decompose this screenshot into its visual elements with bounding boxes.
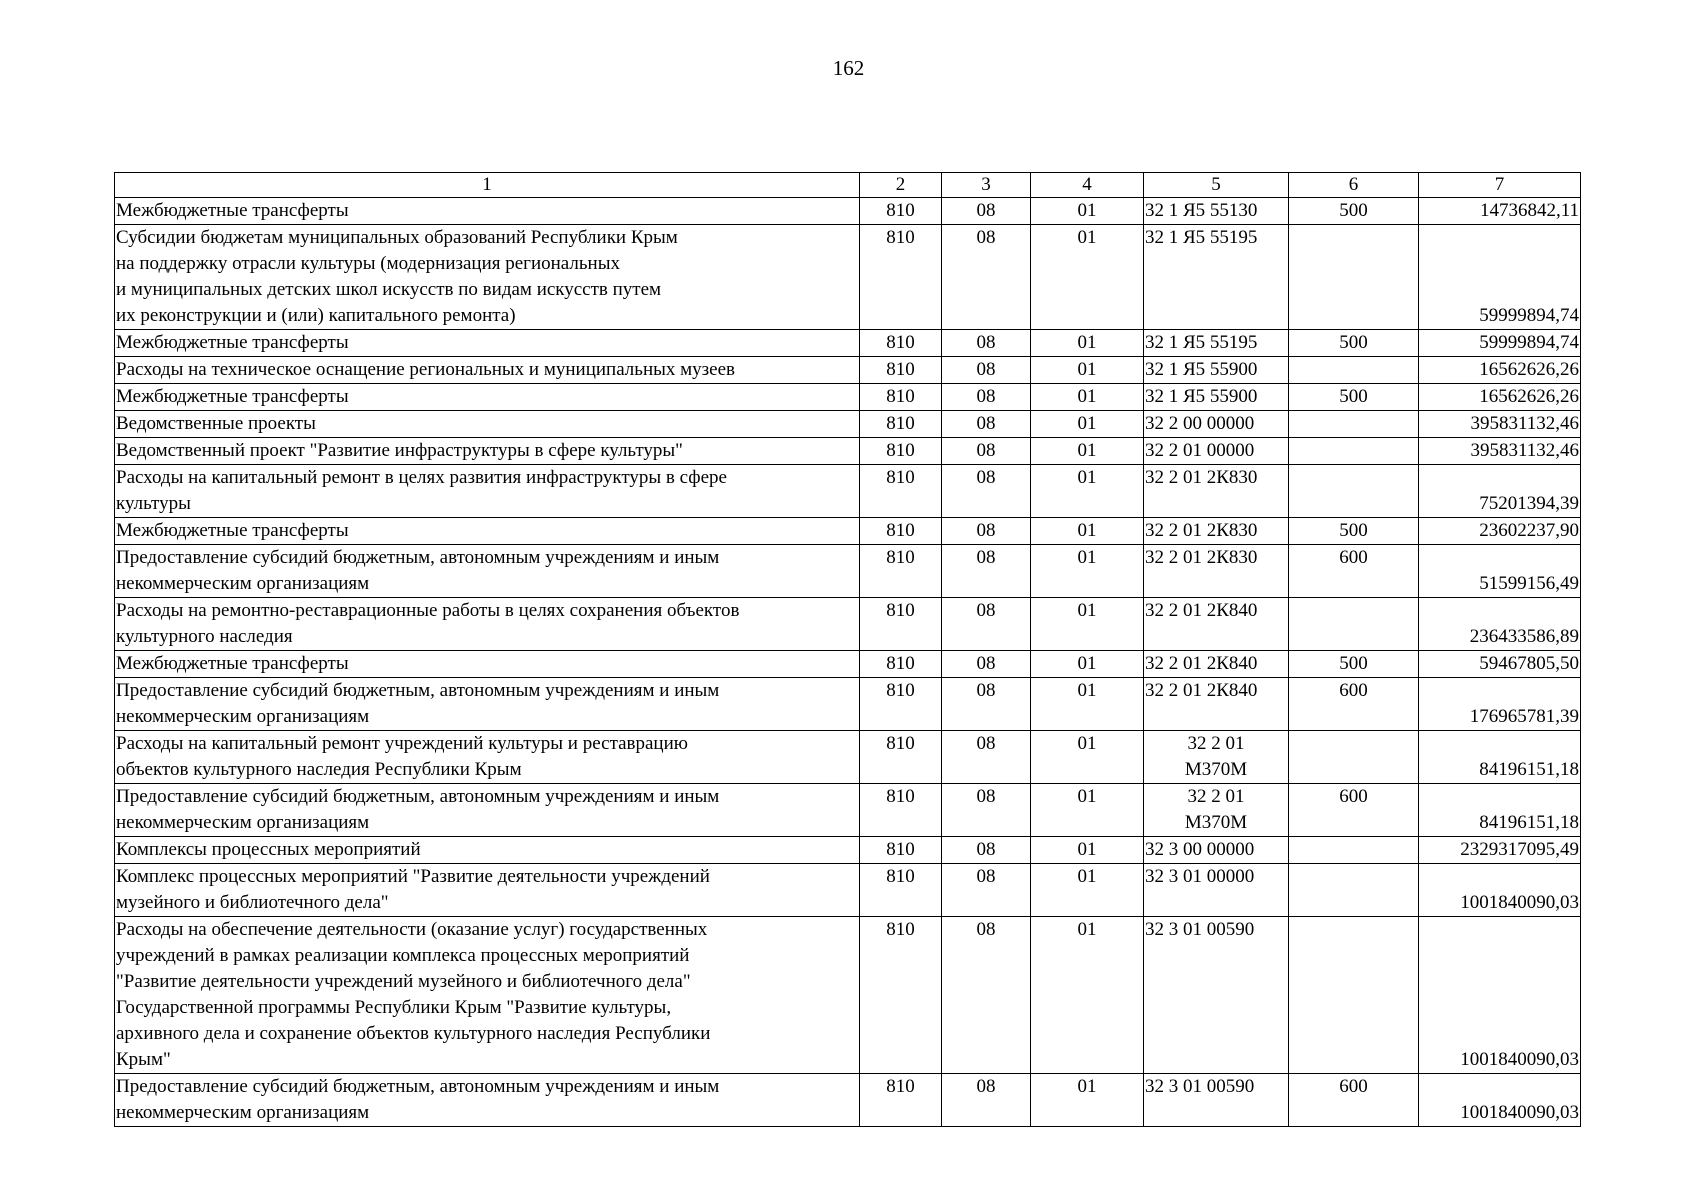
item-name-line: учреждений в рамках реализации комплекса процессных мероприятий: [116, 945, 690, 966]
target-article-line: 32 3 01 00000: [1145, 866, 1255, 887]
table-row: [115, 330, 1581, 357]
item-name-line: Ведомственные проекты: [116, 413, 316, 434]
code-cell-c2: 810: [860, 784, 942, 837]
code-cell-c2: 810: [860, 465, 942, 518]
target-article-line: 32 2 01 2К830: [1145, 547, 1258, 568]
code-cell-c2: 810: [860, 384, 942, 411]
code-cell-c2: 810: [860, 731, 942, 784]
code-cell-c3: 08: [942, 384, 1031, 411]
item-name-cell: [115, 731, 860, 784]
item-name-line: Комплекс процессных мероприятий "Развитие деятельности учреждений: [116, 866, 710, 887]
item-name-line: Расходы на капитальный ремонт учреждений культуры и реставрацию: [116, 733, 688, 754]
target-article-line: 32 2 00 00000: [1145, 413, 1255, 434]
code-cell-c3: 08: [942, 651, 1031, 678]
item-name-line: объектов культурного наследия Республики Крым: [116, 759, 522, 780]
expense-type-cell: [1289, 837, 1419, 864]
amount-cell: 1001840090,03: [1419, 1074, 1581, 1127]
expense-type-cell: 600: [1289, 545, 1419, 598]
target-article-cell: [1144, 438, 1289, 465]
code-cell-c2: 810: [860, 438, 942, 465]
expense-type-cell: 600: [1289, 784, 1419, 837]
expense-type-cell: 500: [1289, 651, 1419, 678]
target-article-line: 32 3 01 00590: [1145, 1076, 1255, 1097]
table-row: [115, 518, 1581, 545]
code-cell-c3: 08: [942, 598, 1031, 651]
table-row: [115, 545, 1581, 598]
code-cell-c2: 810: [860, 864, 942, 917]
code-cell-c2: 810: [860, 917, 942, 1074]
expense-type-cell: [1289, 864, 1419, 917]
page-number: 162: [832, 56, 865, 80]
code-cell-c2: 810: [860, 198, 942, 225]
amount-cell: 23602237,90: [1419, 518, 1581, 545]
item-name-line: Межбюджетные трансферты: [116, 332, 349, 353]
item-name-line: Межбюджетные трансферты: [116, 200, 349, 221]
item-name-cell: [115, 837, 860, 864]
item-name-line: Предоставление субсидий бюджетным, автономным учреждениям и иным: [116, 786, 720, 807]
amount-cell: 75201394,39: [1419, 465, 1581, 518]
expense-type-cell: 600: [1289, 1074, 1419, 1127]
code-cell-c4: 01: [1031, 651, 1144, 678]
expense-type-cell: [1289, 731, 1419, 784]
target-article-line: 32 1 Я5 55195: [1145, 227, 1258, 248]
target-article-line: 32 1 Я5 55130: [1145, 200, 1258, 221]
target-article-cell: [1144, 784, 1289, 837]
item-name-cell: [115, 330, 860, 357]
target-article-cell: [1144, 357, 1289, 384]
amount-cell: 59999894,74: [1419, 330, 1581, 357]
column-header-7: 7: [1419, 173, 1581, 198]
table-row: [115, 357, 1581, 384]
amount-cell: 1001840090,03: [1419, 917, 1581, 1074]
expense-type-cell: 500: [1289, 198, 1419, 225]
code-cell-c2: 810: [860, 545, 942, 598]
table-row: [115, 384, 1581, 411]
code-cell-c3: 08: [942, 784, 1031, 837]
code-cell-c4: 01: [1031, 411, 1144, 438]
code-cell-c4: 01: [1031, 518, 1144, 545]
expense-type-cell: [1289, 465, 1419, 518]
code-cell-c3: 08: [942, 438, 1031, 465]
code-cell-c2: 810: [860, 518, 942, 545]
amount-cell: 16562626,26: [1419, 357, 1581, 384]
table-row: [115, 864, 1581, 917]
item-name-cell: [115, 438, 860, 465]
code-cell-c3: 08: [942, 731, 1031, 784]
code-cell-c4: 01: [1031, 837, 1144, 864]
code-cell-c4: 01: [1031, 438, 1144, 465]
target-article-cell: [1144, 411, 1289, 438]
code-cell-c4: 01: [1031, 330, 1144, 357]
item-name-line: Расходы на техническое оснащение региональных и муниципальных музеев: [116, 359, 736, 380]
item-name-line: Предоставление субсидий бюджетным, автономным учреждениям и иным: [116, 680, 720, 701]
item-name-line: Комплексы процессных мероприятий: [116, 839, 421, 860]
table-row: [115, 465, 1581, 518]
table-row: [115, 837, 1581, 864]
code-cell-c4: 01: [1031, 225, 1144, 330]
code-cell-c3: 08: [942, 1074, 1031, 1127]
amount-cell: 395831132,46: [1419, 438, 1581, 465]
code-cell-c4: 01: [1031, 384, 1144, 411]
expense-type-cell: [1289, 411, 1419, 438]
item-name-line: архивного дела и сохранение объектов культурного наследия Республики: [116, 1023, 711, 1044]
code-cell-c3: 08: [942, 917, 1031, 1074]
item-name-cell: [115, 411, 860, 438]
table-row: [115, 225, 1581, 330]
amount-cell: 16562626,26: [1419, 384, 1581, 411]
column-header-2: 2: [860, 173, 942, 198]
target-article-cell: [1144, 864, 1289, 917]
header-row: [115, 173, 1581, 198]
target-article-line: 32 2 01 2К840: [1145, 600, 1258, 621]
target-article-cell: [1144, 225, 1289, 330]
item-name-cell: [115, 678, 860, 731]
target-article-line: 32 3 01 00590: [1145, 919, 1255, 940]
target-article-cell: [1144, 678, 1289, 731]
item-name-cell: [115, 598, 860, 651]
code-cell-c4: 01: [1031, 545, 1144, 598]
item-name-cell: [115, 225, 860, 330]
target-article-line: М370М: [1184, 759, 1248, 780]
table-row: [115, 1074, 1581, 1127]
table-body: [115, 173, 1581, 1127]
code-cell-c2: 810: [860, 330, 942, 357]
item-name-cell: [115, 384, 860, 411]
target-article-cell: [1144, 545, 1289, 598]
target-article-cell: [1144, 198, 1289, 225]
amount-cell: 2329317095,49: [1419, 837, 1581, 864]
code-cell-c3: 08: [942, 678, 1031, 731]
code-cell-c3: 08: [942, 225, 1031, 330]
code-cell-c3: 08: [942, 518, 1031, 545]
target-article-cell: [1144, 651, 1289, 678]
code-cell-c3: 08: [942, 330, 1031, 357]
expense-type-cell: [1289, 438, 1419, 465]
code-cell-c3: 08: [942, 411, 1031, 438]
column-header-6: 6: [1289, 173, 1419, 198]
item-name-line: Межбюджетные трансферты: [116, 386, 349, 407]
expense-type-cell: [1289, 357, 1419, 384]
item-name-line: Расходы на капитальный ремонт в целях развития инфраструктуры в сфере: [116, 467, 727, 488]
expense-type-cell: [1289, 598, 1419, 651]
code-cell-c3: 08: [942, 837, 1031, 864]
amount-cell: 51599156,49: [1419, 545, 1581, 598]
code-cell-c2: 810: [860, 651, 942, 678]
target-article-line: 32 3 00 00000: [1145, 839, 1255, 860]
target-article-line: 32 2 01: [1187, 786, 1245, 807]
expense-type-cell: 600: [1289, 678, 1419, 731]
column-header-4: 4: [1031, 173, 1144, 198]
target-article-line: 32 2 01 00000: [1145, 440, 1255, 461]
item-name-line: Крым": [116, 1049, 171, 1070]
code-cell-c2: 810: [860, 411, 942, 438]
target-article-line: 32 1 Я5 55900: [1145, 359, 1258, 380]
table-row: [115, 438, 1581, 465]
code-cell-c4: 01: [1031, 784, 1144, 837]
item-name-cell: [115, 545, 860, 598]
item-name-cell: [115, 357, 860, 384]
code-cell-c4: 01: [1031, 864, 1144, 917]
expense-type-cell: 500: [1289, 384, 1419, 411]
target-article-line: 32 2 01: [1187, 733, 1245, 754]
target-article-cell: [1144, 518, 1289, 545]
code-cell-c3: 08: [942, 465, 1031, 518]
amount-cell: 84196151,18: [1419, 784, 1581, 837]
item-name-line: культуры: [116, 493, 191, 514]
target-article-cell: [1144, 837, 1289, 864]
item-name-line: музейного и библиотечного дела": [116, 892, 389, 913]
amount-cell: 395831132,46: [1419, 411, 1581, 438]
item-name-cell: [115, 518, 860, 545]
target-article-cell: [1144, 465, 1289, 518]
column-header-3: 3: [942, 173, 1031, 198]
code-cell-c2: 810: [860, 837, 942, 864]
item-name-cell: [115, 198, 860, 225]
item-name-cell: [115, 1074, 860, 1127]
target-article-cell: [1144, 598, 1289, 651]
target-article-line: 32 1 Я5 55195: [1145, 332, 1258, 353]
table-row: [115, 198, 1581, 225]
item-name-line: Межбюджетные трансферты: [116, 653, 349, 674]
expense-type-cell: 500: [1289, 330, 1419, 357]
table-row: [115, 678, 1581, 731]
table-row: [115, 598, 1581, 651]
code-cell-c2: 810: [860, 357, 942, 384]
target-article-line: 32 2 01 2К840: [1145, 680, 1258, 701]
table-row: [115, 731, 1581, 784]
code-cell-c3: 08: [942, 198, 1031, 225]
target-article-cell: [1144, 731, 1289, 784]
target-article-cell: [1144, 330, 1289, 357]
item-name-line: "Развитие деятельности учреждений музейного и библиотечного дела": [116, 971, 691, 992]
amount-cell: 1001840090,03: [1419, 864, 1581, 917]
target-article-cell: [1144, 917, 1289, 1074]
item-name-cell: [115, 864, 860, 917]
item-name-line: их реконструкции и (или) капитального ремонта): [116, 305, 516, 326]
expense-type-cell: 500: [1289, 518, 1419, 545]
item-name-line: Ведомственный проект "Развитие инфраструктуры в сфере культуры": [116, 440, 683, 461]
item-name-cell: [115, 917, 860, 1074]
budget-table: [114, 172, 1581, 1127]
item-name-line: некоммерческим организациям: [116, 706, 370, 727]
code-cell-c2: 810: [860, 598, 942, 651]
code-cell-c4: 01: [1031, 198, 1144, 225]
item-name-line: некоммерческим организациям: [116, 573, 370, 594]
amount-cell: 176965781,39: [1419, 678, 1581, 731]
code-cell-c4: 01: [1031, 731, 1144, 784]
item-name-line: культурного наследия: [116, 626, 293, 647]
code-cell-c2: 810: [860, 225, 942, 330]
item-name-line: на поддержку отрасли культуры (модернизация региональных: [116, 253, 620, 274]
amount-cell: 59467805,50: [1419, 651, 1581, 678]
code-cell-c3: 08: [942, 864, 1031, 917]
item-name-cell: [115, 651, 860, 678]
item-name-cell: [115, 465, 860, 518]
amount-cell: 59999894,74: [1419, 225, 1581, 330]
code-cell-c4: 01: [1031, 357, 1144, 384]
target-article-line: 32 2 01 2К830: [1145, 520, 1258, 541]
code-cell-c2: 810: [860, 1074, 942, 1127]
item-name-line: Предоставление субсидий бюджетным, автономным учреждениям и иным: [116, 547, 720, 568]
code-cell-c4: 01: [1031, 465, 1144, 518]
table-row: [115, 411, 1581, 438]
item-name-cell: [115, 784, 860, 837]
item-name-line: Межбюджетные трансферты: [116, 520, 349, 541]
item-name-line: Расходы на ремонтно-реставрационные работы в целях сохранения объектов: [116, 600, 740, 621]
expense-type-cell: [1289, 917, 1419, 1074]
target-article-line: 32 2 01 2К830: [1145, 467, 1258, 488]
code-cell-c3: 08: [942, 357, 1031, 384]
target-article-line: М370М: [1184, 812, 1248, 833]
table-row: [115, 651, 1581, 678]
item-name-line: Предоставление субсидий бюджетным, автономным учреждениям и иным: [116, 1076, 720, 1097]
column-header-1: 1: [115, 173, 860, 198]
item-name-line: некоммерческим организациям: [116, 812, 370, 833]
code-cell-c4: 01: [1031, 917, 1144, 1074]
item-name-line: Государственной программы Республики Крым "Развитие культуры,: [116, 997, 672, 1018]
code-cell-c2: 810: [860, 678, 942, 731]
amount-cell: 84196151,18: [1419, 731, 1581, 784]
code-cell-c4: 01: [1031, 598, 1144, 651]
target-article-cell: [1144, 1074, 1289, 1127]
code-cell-c3: 08: [942, 545, 1031, 598]
item-name-line: и муниципальных детских школ искусств по видам искусств путем: [116, 279, 662, 300]
item-name-line: Расходы на обеспечение деятельности (оказание услуг) государственных: [116, 919, 708, 940]
target-article-line: 32 1 Я5 55900: [1145, 386, 1258, 407]
expense-type-cell: [1289, 225, 1419, 330]
amount-cell: 14736842,11: [1419, 198, 1581, 225]
code-cell-c4: 01: [1031, 1074, 1144, 1127]
column-header-5: 5: [1144, 173, 1289, 198]
item-name-line: Субсидии бюджетам муниципальных образований Республики Крым: [116, 227, 678, 248]
amount-cell: 236433586,89: [1419, 598, 1581, 651]
table-row: [115, 917, 1581, 1074]
item-name-line: некоммерческим организациям: [116, 1102, 370, 1123]
target-article-cell: [1144, 384, 1289, 411]
code-cell-c4: 01: [1031, 678, 1144, 731]
table-row: [115, 784, 1581, 837]
target-article-line: 32 2 01 2К840: [1145, 653, 1258, 674]
